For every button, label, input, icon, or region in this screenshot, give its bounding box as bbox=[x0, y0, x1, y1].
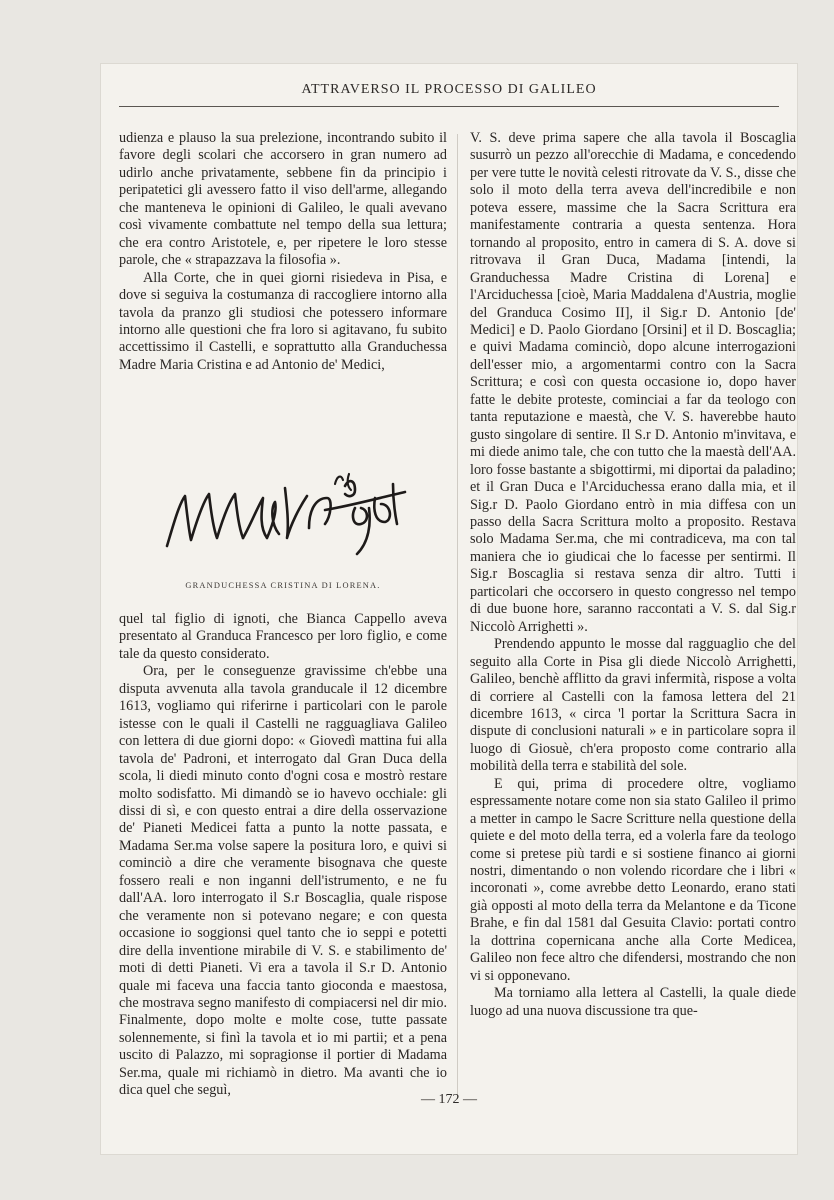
page-number: — 172 — bbox=[421, 1092, 477, 1107]
paragraph: Ma torniamo alla lettera al Castelli, la quale diede luogo ad una nuova discussione tra que- bbox=[470, 985, 796, 1019]
paragraph: Ora, per le conseguenze gravissime ch'ebbe una disputa avvenuta alla tavola granducale il 12 dicembre 1613, vogliamo qui riferirne i particolari con le parole istesse con le quali il Castelli ne ragguagliava Galileo con lettera di due giorni dopo: « Giovedì mattina fui alla tavola de' Padroni, et interrogato dal Gran Duca della scola, li diedi minuto conto d'ogni cosa e mostrò restare molto sodisfatto. Mi dimandò se io havevo occhiale: gli dissi di sì, e con questo entrai a dire della osservazione de' Pianeti Medicei fatta a punto la notte passata, e Madama Ser.ma volse sapere la positura loro, e quivi si cominciò a dire che veramente bisognava che queste fossero reali e non inganni dell'istrumento, e ne fu dall'AA. loro interrogato il S.r Boscaglia, quale rispose che veramente non si potevano negare; e con questa occasione io soggionsi quel tanto che io seppi e potetti dire della inventione mirabile di V. S. e stabilimento de' moti di detti Pianeti. Vi era a tavola il S.r D. Antonio quale mi faceva una faccia tanto gioconda e maestosa, che mostrava segno manifesto di compiacersi nel dir mio. Finalmente, dopo molte e molte cose, tutte passate solennemente, si finì la tavola et io mi partii; et a pena uscito di Palazzo, mi sopragionse il portier di Madama Ser.ma, quale mi richiamò in dietro. Ma avanti che io dica quel che seguì, bbox=[119, 663, 447, 1099]
signature-image bbox=[159, 468, 409, 563]
left-column-bottom bbox=[119, 611, 447, 1100]
figure-caption: GRANDUCHESSA CRISTINA DI LORENA. bbox=[185, 581, 381, 590]
paragraph: E qui, prima di procedere oltre, vogliamo espressamente notare come non sia stato Galileo il primo a metter in campo le Sacre Scritture nella questione della quiete e del moto della terra, ed a volerla fare da teologo come si pretese più tardi e si sostiene financo ai giorni nostri, dimentando o non volendo ricordare che i libri « incoronati », come avrebbe detto Leonardo, erano stati già opposti al moto della terra da Melantone e da Ticone Brahe, e fin dal 1581 dal Gesuita Clavio: portati contro la dottrina copernicana anche alla Corte Medicea, Galileo non fece altro che difendersi, mostrando che non vi si opponevano. bbox=[470, 775, 796, 984]
book-page bbox=[100, 63, 798, 1155]
right-column bbox=[470, 130, 796, 1020]
column-divider bbox=[457, 134, 458, 1099]
paragraph: Prendendo appunto le mosse dal ragguaglio che del seguito alla Corte in Pisa gli diede Niccolò Arrighetti, Galileo, benchè afflitto da gravi infermità, rispose a volta di corriere al Castelli con la famosa lettera del 21 dicembre 1613, « circa 'l portar la Scrittura Sacra in dispute di conclusioni naturali » e in particolare sopra il luogo di Giosuè, ch'era proposto come contrario alla mobilità della terra e stabilità del sole. bbox=[470, 636, 796, 775]
left-column-top bbox=[119, 130, 447, 374]
paragraph: udienza e plauso la sua prelezione, incontrando subito il favore degli scolari che accorsero in gran numero ad udirlo anche privatamente, sebbene fin da principio i peripatetici gli avessero fatto il viso dell'arme, allegando che manteneva le opinioni di Galileo, le quali avevano così vivamente combattute nel tempo della sua lettura; che era contro Aristotele, e, per ripetere le loro stesse parole, che « strapazzava la filosofia ». bbox=[119, 130, 447, 269]
header-rule bbox=[119, 106, 779, 107]
signature-figure bbox=[119, 468, 447, 598]
running-header: ATTRAVERSO IL PROCESSO DI GALILEO bbox=[301, 82, 597, 97]
paragraph: Alla Corte, che in quei giorni risiedeva in Pisa, e dove si seguiva la costumanza di raccogliere intorno alla tavola da pranzo gli studiosi che potessero informare intorno alle questioni che fra loro si agitavano, fu subito accettissimo il Castelli, e soprattutto alla Granduchessa Madre Maria Cristina e ad Antonio de' Medici, bbox=[119, 269, 447, 373]
paragraph: V. S. deve prima sapere che alla tavola il Boscaglia susurrò un pezzo all'orecchie di Madama, e concedendo per vere tutte le novità celesti ritrovate da V. S., disse che solo il moto della terra aveva dell'incredibile e non poteva essere, massime che la Sacra Scrittura era manifestamente contraria a questa sentenza. Hora tornando al proposito, entro in camera di S. A. dove si ritrovava il Gran Duca, Madama [intendi, la Granduchessa Madre Cristina di Lorena] e l'Arciduchessa [cioè, Maria Maddalena d'Austria, moglie del Granduca Cosimo II], il Sig.r D. Antonio [de' Medici] e D. Paolo Giordano [Orsini] et il D. Boscaglia; e quivi Madama cominciò, dopo alcune interrogazioni dell'esser mio, a argomentarmi contro con la Sacra Scrittura; e così con questa occasione io, dopo haver fatte le debite proteste, cominciai a far da teologo con tanta reputazione e maestà, che V. S. haverebbe hauto gusto singolare di sentire. Il S.r D. Antonio m'invitava, e mi diede animo tale, che con tutto che la maestà dell'AA. loro fosse bastante a sbigottirmi, mi diportai da paladino; et il Gran Duca e l'Arciduchessa erano dalla mia, et il Sig.r D. Paolo Giordano entrò in mia diffesa con un passo della Sacra Scrittura molto a proposito. Restava solo Madama Ser.ma, che mi contradiceva, ma con tal maniera che io giudicai che lo facesse per sentirmi. Il Sig.r Boscaglia si restava senza dir altro. Tutti i particolari che occorsero in questo congresso nel tempo di due buone hore, saranno raccontati a V. S. dal Sig.r Niccolò Arrighetti ». bbox=[470, 130, 796, 635]
paragraph: quel tal figlio di ignoti, che Bianca Cappello aveva presentato al Granduca Francesco per loro figlio, e come tale da questo considerato. bbox=[119, 611, 447, 662]
